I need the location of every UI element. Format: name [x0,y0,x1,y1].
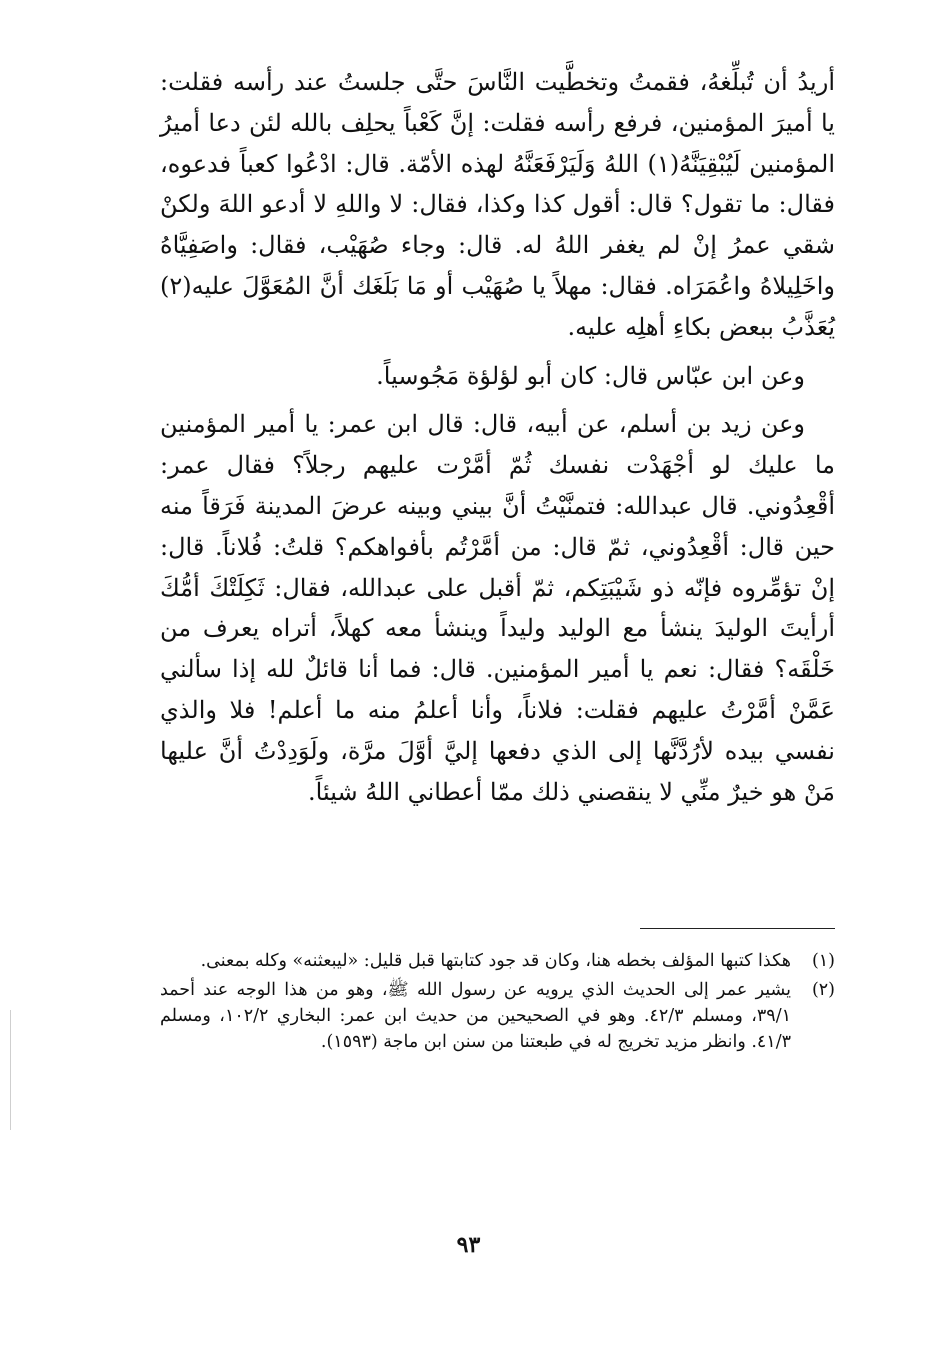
main-text [160,62,835,812]
footnotes [160,948,835,1058]
page-number: ٩٣ [456,1232,481,1258]
footnote-text: هكذا كتبها المؤلف بخطه هنا، وكان قد جود كتابتها قبل قليل: «ليبعثنه» وكله بمعنى. [200,951,791,971]
footnote-number: (١) [811,951,835,971]
paragraph-1: أريدُ أن تُبلِّغهُ، فقمتُ وتخطَّيت النَّاسَ حتَّى جلستُ عند رأسه فقلت: يا أميرَ المؤمنين، فرفع رأسه فقلت: إنَّ كَعْباً يحلِف بالله لئن دعا أميرُ المؤمنين لَيُبْقِيَنَّهُ(١) اللهُ وَلَيَرْفَعَنَّهُ لهذه الأمّة. قال: ادْعُوا كعباً فدعوه، فقال: ما تقول؟ قال: أقول كذا وكذا، فقال: لا واللهِ لا أدعو اللهَ ولكنْ شقي عمرُ إنْ لم يغفر اللهُ له. قال: وجاء صُهَيْب، فقال: واصَفِيَّاهُ واخَلِيلاهُ واعُمَرَاه. فقال: مهلاً يا صُهَيْب أو مَا بَلَغَك أنَّ المُعَوَّلَ عليه(٢) يُعَذَّبُ ببعض بكاءِ أهلِه عليه. [160,68,835,341]
paragraph-2: وعن ابن عبّاس قال: كان أبو لؤلؤة مَجُوسياً. [376,361,805,390]
footnote-2 [160,977,835,1055]
footnote-separator [640,928,835,929]
footnote-number: (٢) [811,980,835,1000]
footnote-1 [160,948,835,974]
paragraph-3: وعن زيد بن أسلم، عن أبيه، قال: قال ابن عمر: يا أمير المؤمنين ما عليك لو أجْهَدْت نفسك ثُمّ أمَّرْت عليهم رجلاً؟ فقال عمر: أقْعِدُوني. قال عبدالله: فتمنَّيْتُ أنَّ بيني وبينه عرضَ المدينة فَرَقاً منه حين قال: أقْعِدُوني، ثمّ قال: من أمَّرْتُم بأفواهكم؟ قلتُ: فُلاناً. قال: إنْ تؤمِّروه فإنّه ذو شَيْبَتِكم، ثمّ أقبل على عبدالله، فقال: ثَكِلَتْكَ أمُّكَ أرأيتَ الوليدَ ينشأ مع الوليد وليداً وينشأ معه كهلاً، أتراه يعرف من خَلْقَه؟ فقال: نعم يا أمير المؤمنين. قال: فما أنا قائلٌ لله إذا سألني عَمَّنْ أمَّرْتُ عليهم فقلت: فلاناً، وأنا أعلمُ منه ما أعلم! فلا والذي نفسي بيده لأرُدَّنَّها إلى الذي دفعها إليَّ أوَّلَ مرَّة، ولَوَدِدْتُ أنَّ عليها مَنْ هو خيرٌ منِّي لا ينقصني ذلك ممّا أعطاني اللهُ شيئاً. [160,410,835,806]
footnote-text: يشير عمر إلى الحديث الذي يرويه عن رسول الله ﷺ، وهو من هذا الوجه عند أحمد ٣٩/١، ومسلم ٤٢/٣. وهو في الصحيحين من حديث ابن عمر: البخاري ١٠٢/٢، ومسلم ٤١/٣. وانظر مزيد تخريج له في طبعتنا من سنن ابن ماجة (١٥٩٣). [160,980,791,1052]
scan-edge-mark [10,1010,11,1130]
